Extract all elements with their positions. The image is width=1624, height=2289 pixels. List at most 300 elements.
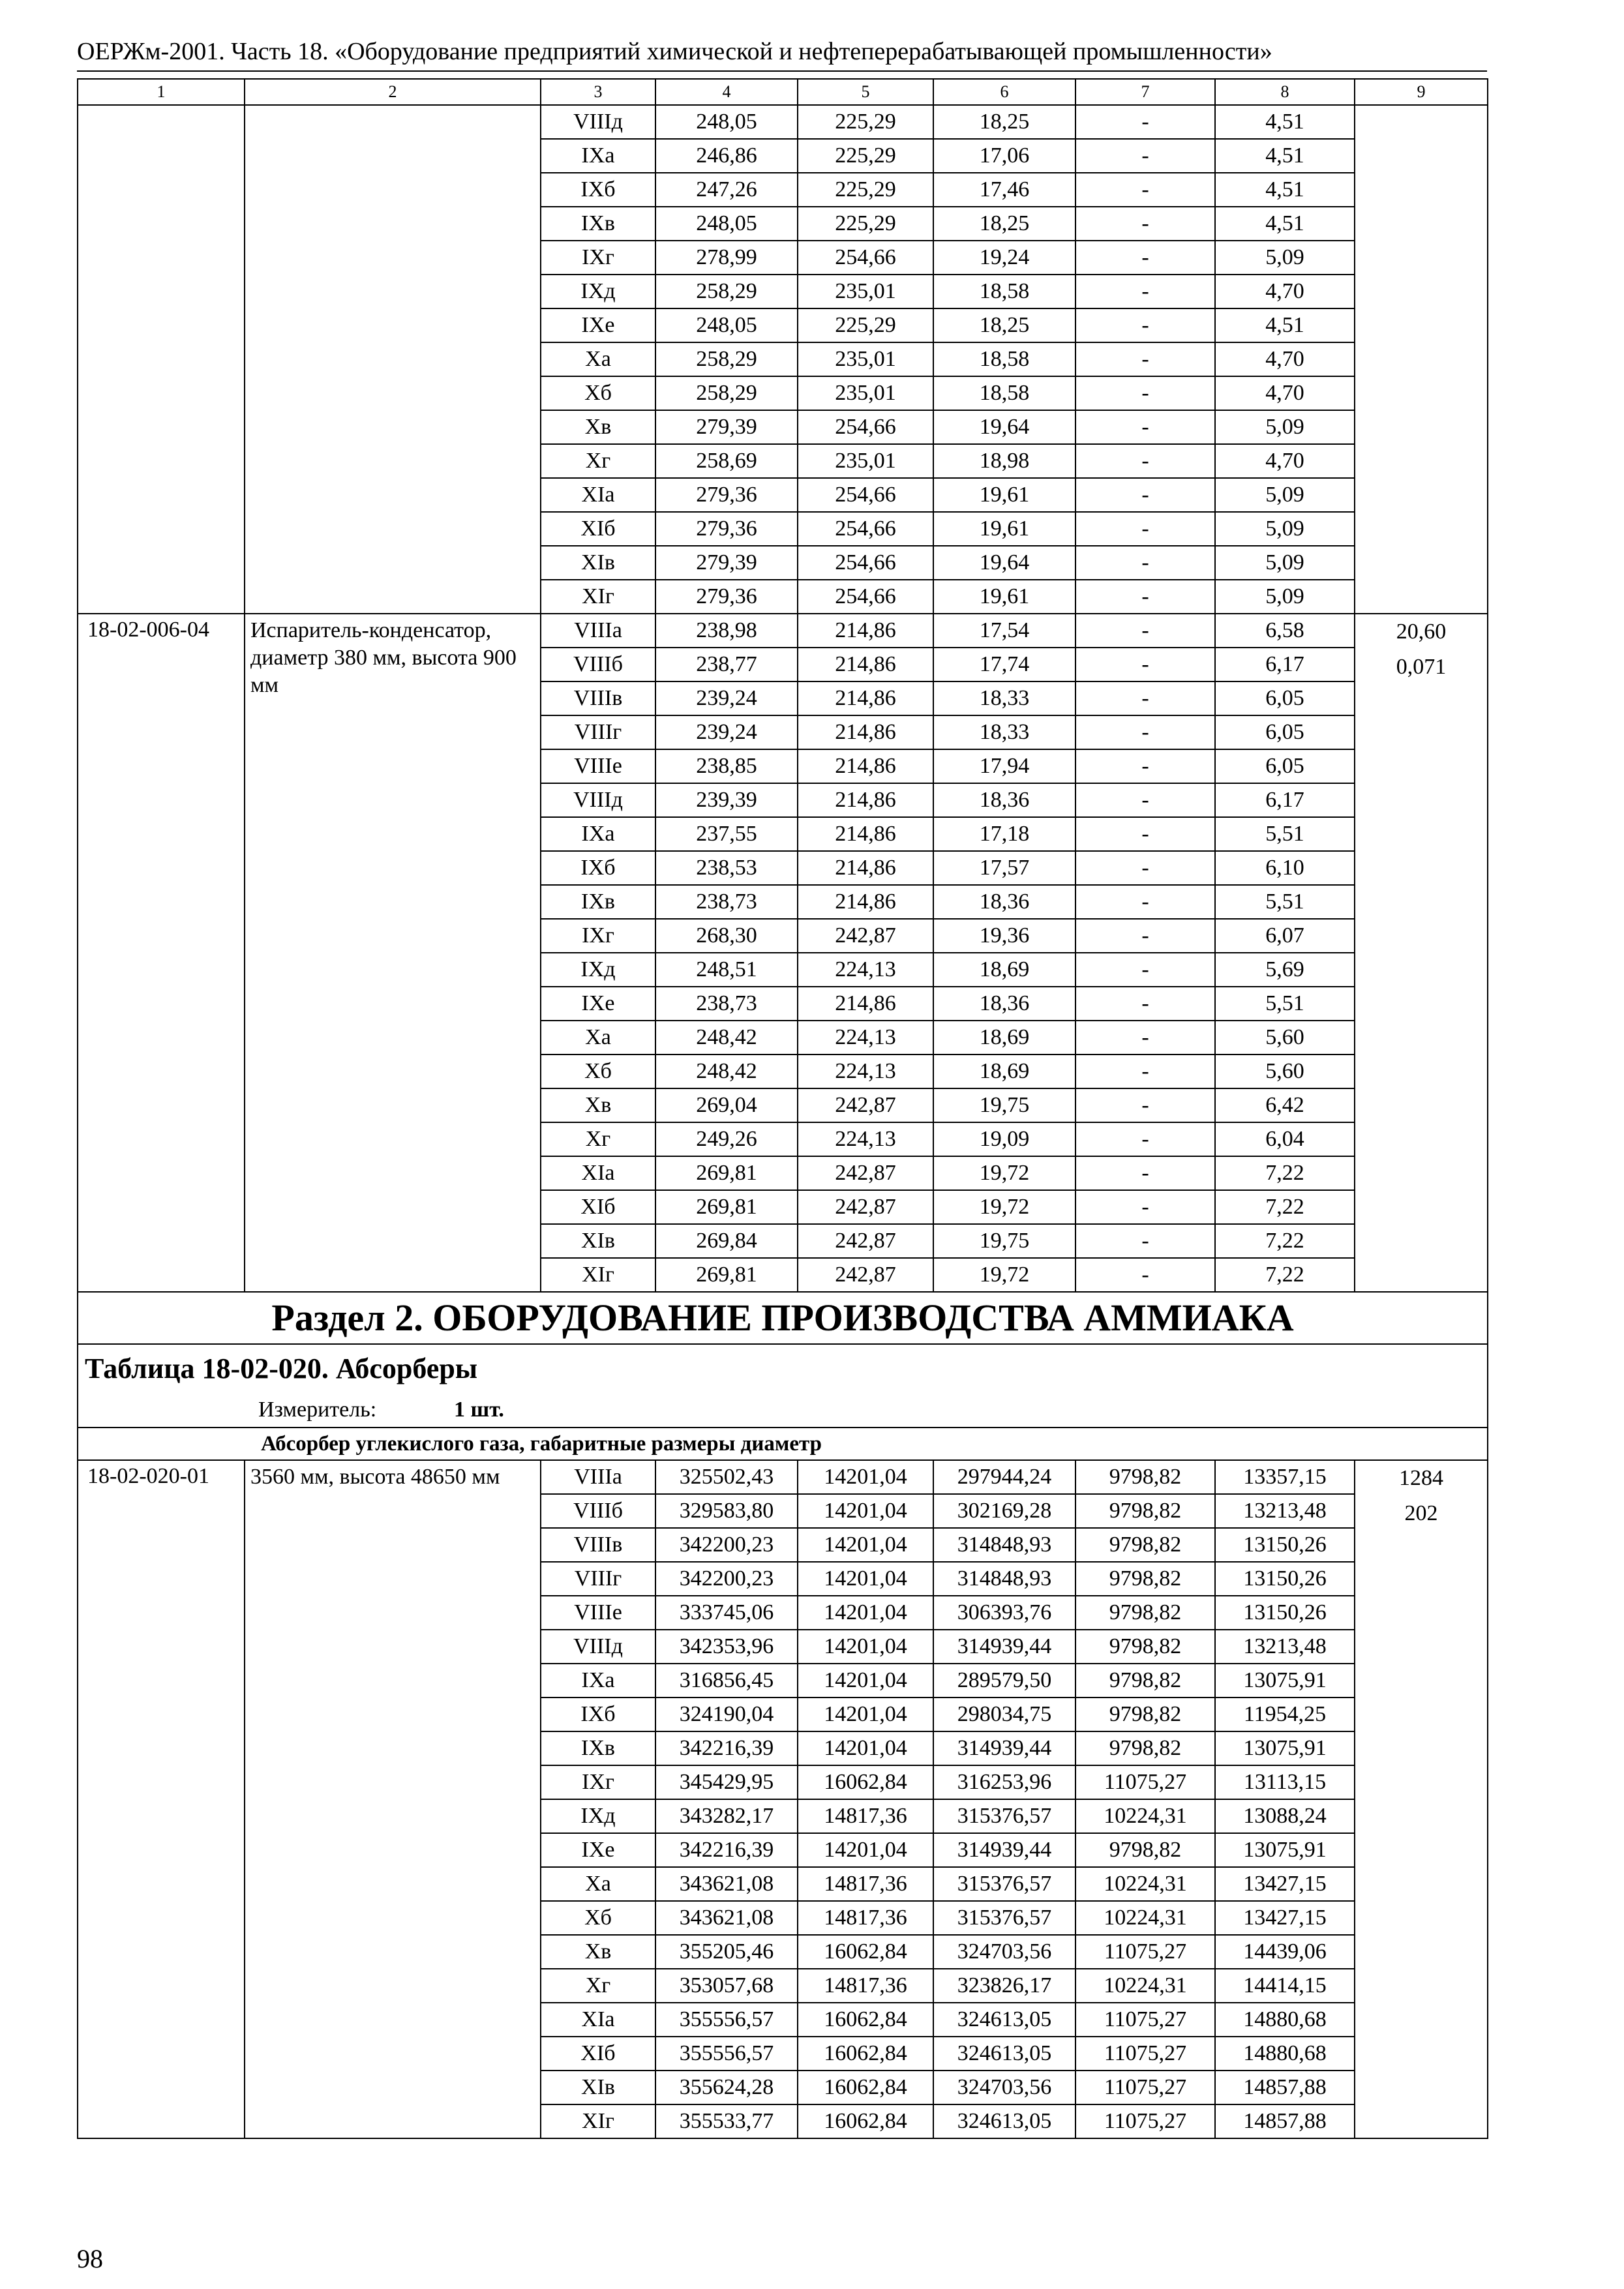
- cell-col3: XIв: [541, 546, 655, 580]
- cell-col7: -: [1075, 275, 1215, 308]
- cell-col4: 342353,96: [655, 1630, 798, 1664]
- cell-col5: 14201,04: [798, 1596, 933, 1630]
- cell-col8: 7,22: [1215, 1156, 1355, 1190]
- cell-col6: 18,25: [933, 105, 1075, 139]
- cell-col8: 7,22: [1215, 1224, 1355, 1258]
- cell-col6: 18,98: [933, 444, 1075, 478]
- cell-col4: 238,53: [655, 851, 798, 885]
- cell-col6: 314939,44: [933, 1731, 1075, 1765]
- cell-col4: 258,29: [655, 342, 798, 376]
- cell-col7: -: [1075, 308, 1215, 342]
- cell-col6: 18,69: [933, 1055, 1075, 1088]
- cell-col6: 314939,44: [933, 1630, 1075, 1664]
- cell-col8: 5,09: [1215, 478, 1355, 512]
- cell-col3: IXг: [541, 919, 655, 953]
- cell-col4: 248,05: [655, 207, 798, 241]
- cell-col8: 4,51: [1215, 308, 1355, 342]
- cell-col4: 269,81: [655, 1258, 798, 1292]
- cell-col8: 13075,91: [1215, 1833, 1355, 1867]
- cell-col7: -: [1075, 648, 1215, 681]
- cell-col8: 6,04: [1215, 1122, 1355, 1156]
- cell-col7: -: [1075, 1021, 1215, 1055]
- cell-col7: 11075,27: [1075, 1935, 1215, 1969]
- column-number-8: 8: [1215, 79, 1355, 105]
- cell-col6: 18,36: [933, 885, 1075, 919]
- column-number-3: 3: [541, 79, 655, 105]
- cell-col6: 18,69: [933, 953, 1075, 987]
- cell-col4: 269,04: [655, 1088, 798, 1122]
- cell-col3: Xб: [541, 1055, 655, 1088]
- cell-col5: 224,13: [798, 953, 933, 987]
- cell-col3: IXе: [541, 987, 655, 1021]
- cell-col6: 18,33: [933, 681, 1075, 715]
- cell-col7: 9798,82: [1075, 1731, 1215, 1765]
- cell-col3: Xа: [541, 1021, 655, 1055]
- cell-col6: 306393,76: [933, 1596, 1075, 1630]
- col9-cell: [1355, 614, 1488, 1292]
- cell-col8: 6,42: [1215, 1088, 1355, 1122]
- cell-col3: IXд: [541, 1799, 655, 1833]
- cell-col8: 7,22: [1215, 1258, 1355, 1292]
- cell-col7: 10224,31: [1075, 1799, 1215, 1833]
- cell-col4: 239,24: [655, 715, 798, 749]
- cell-col6: 314939,44: [933, 1833, 1075, 1867]
- cell-col3: Xв: [541, 1088, 655, 1122]
- cell-col4: 343282,17: [655, 1799, 798, 1833]
- cell-col6: 18,58: [933, 342, 1075, 376]
- cell-col7: 11075,27: [1075, 2003, 1215, 2037]
- cell-col8: 13427,15: [1215, 1867, 1355, 1901]
- cell-col4: 239,39: [655, 783, 798, 817]
- cell-col6: 18,25: [933, 308, 1075, 342]
- cell-col7: 11075,27: [1075, 2104, 1215, 2138]
- cell-col8: 5,60: [1215, 1021, 1355, 1055]
- cell-col5: 14817,36: [798, 1867, 933, 1901]
- cell-col7: -: [1075, 919, 1215, 953]
- rates-table: [77, 78, 1488, 2139]
- cell-col5: 16062,84: [798, 1765, 933, 1799]
- cell-col5: 214,86: [798, 885, 933, 919]
- measure-row: [78, 1392, 1488, 1428]
- cell-col5: 14817,36: [798, 1799, 933, 1833]
- cell-col5: 225,29: [798, 139, 933, 173]
- cell-col3: XIв: [541, 1224, 655, 1258]
- cell-col3: Xв: [541, 1935, 655, 1969]
- cell-col5: 225,29: [798, 308, 933, 342]
- cell-col8: 5,09: [1215, 410, 1355, 444]
- cell-col4: 258,29: [655, 376, 798, 410]
- cell-col8: 14857,88: [1215, 2071, 1355, 2104]
- cell-col4: 258,69: [655, 444, 798, 478]
- cell-col5: 224,13: [798, 1021, 933, 1055]
- cell-col7: -: [1075, 139, 1215, 173]
- cell-col3: XIа: [541, 1156, 655, 1190]
- cell-col6: 17,74: [933, 648, 1075, 681]
- cell-col4: 343621,08: [655, 1867, 798, 1901]
- cell-col4: 279,36: [655, 512, 798, 546]
- code-cell: 18-02-020-01: [78, 1460, 245, 2138]
- subheading-row: [78, 1428, 1488, 1460]
- cell-col4: 355533,77: [655, 2104, 798, 2138]
- cell-col6: 323826,17: [933, 1969, 1075, 2003]
- cell-col5: 242,87: [798, 1224, 933, 1258]
- cell-col8: 13213,48: [1215, 1630, 1355, 1664]
- cell-col8: 5,69: [1215, 953, 1355, 987]
- cell-col6: 17,57: [933, 851, 1075, 885]
- code-cell: 18-02-006-04: [78, 614, 245, 1292]
- cell-col3: IXв: [541, 885, 655, 919]
- cell-col5: 224,13: [798, 1055, 933, 1088]
- cell-col6: 324703,56: [933, 1935, 1075, 1969]
- cell-col4: 343621,08: [655, 1901, 798, 1935]
- cell-col7: 9798,82: [1075, 1664, 1215, 1698]
- cell-col6: 17,94: [933, 749, 1075, 783]
- cell-col6: 316253,96: [933, 1765, 1075, 1799]
- cell-col8: 6,05: [1215, 715, 1355, 749]
- cell-col5: 16062,84: [798, 2104, 933, 2138]
- cell-col4: 237,55: [655, 817, 798, 851]
- table-row: [78, 1460, 1488, 1494]
- cell-col5: 254,66: [798, 512, 933, 546]
- cell-col5: 254,66: [798, 410, 933, 444]
- cell-col7: 10224,31: [1075, 1969, 1215, 2003]
- cell-col7: -: [1075, 410, 1215, 444]
- cell-col8: 13357,15: [1215, 1460, 1355, 1494]
- cell-col5: 235,01: [798, 275, 933, 308]
- cell-col6: 315376,57: [933, 1867, 1075, 1901]
- column-number-1: 1: [78, 79, 245, 105]
- cell-col4: 329583,80: [655, 1494, 798, 1528]
- cell-col7: -: [1075, 681, 1215, 715]
- cell-col3: VIIIе: [541, 749, 655, 783]
- cell-col5: 14201,04: [798, 1494, 933, 1528]
- cell-col3: XIа: [541, 478, 655, 512]
- cell-col3: IXг: [541, 241, 655, 275]
- cell-col4: 279,36: [655, 478, 798, 512]
- table-title: Таблица 18-02-020. Абсорберы: [78, 1344, 1488, 1392]
- cell-col6: 19,72: [933, 1190, 1075, 1224]
- cell-col4: 325502,43: [655, 1460, 798, 1494]
- description-cell: [245, 105, 541, 614]
- cell-col3: Xа: [541, 342, 655, 376]
- cell-col4: 247,26: [655, 173, 798, 207]
- cell-col3: IXа: [541, 139, 655, 173]
- cell-col3: Xг: [541, 1969, 655, 2003]
- cell-col5: 14201,04: [798, 1562, 933, 1596]
- cell-col5: 242,87: [798, 1190, 933, 1224]
- cell-col6: 17,18: [933, 817, 1075, 851]
- cell-col3: IXб: [541, 173, 655, 207]
- cell-col5: 16062,84: [798, 1935, 933, 1969]
- cell-col4: 239,24: [655, 681, 798, 715]
- cell-col5: 14201,04: [798, 1528, 933, 1562]
- cell-col7: -: [1075, 885, 1215, 919]
- section-title: Раздел 2. ОБОРУДОВАНИЕ ПРОИЗВОДСТВА АММИАКА: [78, 1292, 1488, 1344]
- cell-col8: 5,09: [1215, 580, 1355, 614]
- cell-col3: IXд: [541, 953, 655, 987]
- cell-col4: 342200,23: [655, 1528, 798, 1562]
- cell-col4: 269,84: [655, 1224, 798, 1258]
- cell-col7: 9798,82: [1075, 1630, 1215, 1664]
- cell-col5: 214,86: [798, 851, 933, 885]
- cell-col4: 324190,04: [655, 1698, 798, 1731]
- cell-col5: 214,86: [798, 817, 933, 851]
- cell-col4: 269,81: [655, 1156, 798, 1190]
- cell-col5: 225,29: [798, 105, 933, 139]
- cell-col6: 19,75: [933, 1224, 1075, 1258]
- cell-col3: XIб: [541, 1190, 655, 1224]
- cell-col7: 9798,82: [1075, 1698, 1215, 1731]
- cell-col6: 324613,05: [933, 2003, 1075, 2037]
- cell-col8: 6,10: [1215, 851, 1355, 885]
- cell-col5: 14817,36: [798, 1969, 933, 2003]
- cell-col8: 14414,15: [1215, 1969, 1355, 2003]
- cell-col4: 248,51: [655, 953, 798, 987]
- cell-col7: 11075,27: [1075, 2037, 1215, 2071]
- cell-col3: Xг: [541, 1122, 655, 1156]
- cell-col5: 214,86: [798, 783, 933, 817]
- cell-col7: -: [1075, 444, 1215, 478]
- cell-col3: IXе: [541, 1833, 655, 1867]
- cell-col3: IXа: [541, 1664, 655, 1698]
- cell-col8: 5,51: [1215, 987, 1355, 1021]
- cell-col5: 14201,04: [798, 1664, 933, 1698]
- cell-col3: IXб: [541, 851, 655, 885]
- cell-col5: 16062,84: [798, 2071, 933, 2104]
- cell-col5: 254,66: [798, 478, 933, 512]
- cell-col5: 235,01: [798, 376, 933, 410]
- cell-col7: -: [1075, 817, 1215, 851]
- cell-col8: 14880,68: [1215, 2003, 1355, 2037]
- cell-col8: 4,51: [1215, 173, 1355, 207]
- cell-col6: 17,54: [933, 614, 1075, 648]
- cell-col8: 4,51: [1215, 139, 1355, 173]
- cell-col8: 6,05: [1215, 749, 1355, 783]
- cell-col7: -: [1075, 342, 1215, 376]
- cell-col7: 10224,31: [1075, 1867, 1215, 1901]
- cell-col3: Xб: [541, 376, 655, 410]
- cell-col8: 5,51: [1215, 885, 1355, 919]
- cell-col3: IXа: [541, 817, 655, 851]
- cell-col8: 5,09: [1215, 241, 1355, 275]
- cell-col4: 279,39: [655, 410, 798, 444]
- cell-col7: -: [1075, 749, 1215, 783]
- cell-col4: 258,29: [655, 275, 798, 308]
- col9-value: 0,071: [1396, 655, 1447, 679]
- cell-col8: 13075,91: [1215, 1731, 1355, 1765]
- cell-col6: 314848,93: [933, 1528, 1075, 1562]
- cell-col6: 19,36: [933, 919, 1075, 953]
- cell-col7: -: [1075, 851, 1215, 885]
- cell-col3: VIIIб: [541, 1494, 655, 1528]
- cell-col5: 214,86: [798, 715, 933, 749]
- column-number-7: 7: [1075, 79, 1215, 105]
- column-number-2: 2: [245, 79, 541, 105]
- cell-col4: 353057,68: [655, 1969, 798, 2003]
- cell-col7: -: [1075, 207, 1215, 241]
- cell-col6: 297944,24: [933, 1460, 1075, 1494]
- cell-col3: XIг: [541, 580, 655, 614]
- cell-col6: 289579,50: [933, 1664, 1075, 1698]
- cell-col3: VIIIг: [541, 715, 655, 749]
- cell-col6: 18,25: [933, 207, 1075, 241]
- cell-col3: XIг: [541, 1258, 655, 1292]
- cell-col8: 5,60: [1215, 1055, 1355, 1088]
- cell-col8: 4,51: [1215, 207, 1355, 241]
- cell-col3: Xа: [541, 1867, 655, 1901]
- cell-col6: 315376,57: [933, 1799, 1075, 1833]
- cell-col4: 248,05: [655, 308, 798, 342]
- cell-col8: 5,51: [1215, 817, 1355, 851]
- column-number-5: 5: [798, 79, 933, 105]
- cell-col5: 242,87: [798, 1258, 933, 1292]
- cell-col5: 242,87: [798, 1088, 933, 1122]
- cell-col5: 254,66: [798, 546, 933, 580]
- cell-col3: VIIIд: [541, 783, 655, 817]
- cell-col4: 345429,95: [655, 1765, 798, 1799]
- cell-col7: -: [1075, 478, 1215, 512]
- cell-col6: 19,61: [933, 580, 1075, 614]
- cell-col8: 13427,15: [1215, 1901, 1355, 1935]
- cell-col4: 355556,57: [655, 2003, 798, 2037]
- cell-col5: 16062,84: [798, 2003, 933, 2037]
- cell-col4: 238,77: [655, 648, 798, 681]
- cell-col4: 316856,45: [655, 1664, 798, 1698]
- cell-col3: VIIIб: [541, 648, 655, 681]
- cell-col3: XIа: [541, 2003, 655, 2037]
- cell-col3: IXв: [541, 207, 655, 241]
- cell-col5: 214,86: [798, 987, 933, 1021]
- cell-col3: VIIIа: [541, 1460, 655, 1494]
- cell-col4: 238,73: [655, 885, 798, 919]
- cell-col5: 214,86: [798, 648, 933, 681]
- cell-col8: 5,09: [1215, 546, 1355, 580]
- cell-col7: -: [1075, 987, 1215, 1021]
- cell-col8: 6,17: [1215, 783, 1355, 817]
- cell-col3: VIIIд: [541, 1630, 655, 1664]
- cell-col8: 6,05: [1215, 681, 1355, 715]
- cell-col4: 355205,46: [655, 1935, 798, 1969]
- cell-col7: 9798,82: [1075, 1494, 1215, 1528]
- cell-col5: 242,87: [798, 1156, 933, 1190]
- cell-col6: 324613,05: [933, 2104, 1075, 2138]
- cell-col5: 254,66: [798, 241, 933, 275]
- cell-col7: 10224,31: [1075, 1901, 1215, 1935]
- column-number-4: 4: [655, 79, 798, 105]
- cell-col4: 269,81: [655, 1190, 798, 1224]
- cell-col5: 14817,36: [798, 1901, 933, 1935]
- cell-col4: 268,30: [655, 919, 798, 953]
- cell-col3: IXе: [541, 308, 655, 342]
- col9-cell: [1355, 105, 1488, 614]
- cell-col7: -: [1075, 783, 1215, 817]
- section-row: [78, 1292, 1488, 1344]
- cell-col8: 6,17: [1215, 648, 1355, 681]
- cell-col6: 19,09: [933, 1122, 1075, 1156]
- cell-col8: 13150,26: [1215, 1528, 1355, 1562]
- cell-col3: XIб: [541, 512, 655, 546]
- cell-col7: -: [1075, 1190, 1215, 1224]
- cell-col8: 13150,26: [1215, 1562, 1355, 1596]
- cell-col7: -: [1075, 715, 1215, 749]
- code-cell: [78, 105, 245, 614]
- cell-col4: 342216,39: [655, 1731, 798, 1765]
- cell-col3: XIг: [541, 2104, 655, 2138]
- cell-col4: 279,36: [655, 580, 798, 614]
- cell-col8: 4,70: [1215, 342, 1355, 376]
- cell-col3: Xб: [541, 1901, 655, 1935]
- cell-col8: 6,07: [1215, 919, 1355, 953]
- cell-col5: 214,86: [798, 749, 933, 783]
- cell-col7: -: [1075, 376, 1215, 410]
- cell-col3: VIIIа: [541, 614, 655, 648]
- cell-col7: -: [1075, 1258, 1215, 1292]
- cell-col3: VIIIд: [541, 105, 655, 139]
- cell-col5: 14201,04: [798, 1833, 933, 1867]
- cell-col6: 17,06: [933, 139, 1075, 173]
- cell-col6: 19,61: [933, 478, 1075, 512]
- cell-col4: 355624,28: [655, 2071, 798, 2104]
- cell-col7: -: [1075, 173, 1215, 207]
- cell-col8: 7,22: [1215, 1190, 1355, 1224]
- cell-col7: 9798,82: [1075, 1562, 1215, 1596]
- cell-col6: 324613,05: [933, 2037, 1075, 2071]
- cell-col7: 9798,82: [1075, 1460, 1215, 1494]
- cell-col8: 4,70: [1215, 376, 1355, 410]
- header-rule: [77, 70, 1487, 72]
- measure-label: Измеритель:: [258, 1397, 377, 1422]
- cell-col7: -: [1075, 953, 1215, 987]
- column-number-6: 6: [933, 79, 1075, 105]
- cell-col3: XIв: [541, 2071, 655, 2104]
- cell-col7: 9798,82: [1075, 1528, 1215, 1562]
- cell-col4: 248,05: [655, 105, 798, 139]
- cell-col4: 278,99: [655, 241, 798, 275]
- description-cell: 3560 мм, высота 48650 мм: [245, 1460, 541, 2138]
- table-row: [78, 614, 1488, 648]
- cell-col5: 235,01: [798, 342, 933, 376]
- cell-col6: 19,72: [933, 1258, 1075, 1292]
- cell-col7: 9798,82: [1075, 1596, 1215, 1630]
- cell-col8: 14439,06: [1215, 1935, 1355, 1969]
- cell-col5: 14201,04: [798, 1698, 933, 1731]
- table-row: [78, 105, 1488, 139]
- cell-col8: 13113,15: [1215, 1765, 1355, 1799]
- page-number: 98: [77, 2244, 103, 2273]
- cell-col5: 225,29: [798, 173, 933, 207]
- col9-value: 20,60: [1396, 620, 1447, 644]
- cell-col6: 324703,56: [933, 2071, 1075, 2104]
- cell-col7: -: [1075, 580, 1215, 614]
- cell-col8: 4,70: [1215, 275, 1355, 308]
- cell-col8: 13088,24: [1215, 1799, 1355, 1833]
- cell-col6: 17,46: [933, 173, 1075, 207]
- cell-col3: VIIIв: [541, 1528, 655, 1562]
- measure-value: 1 шт.: [454, 1397, 504, 1422]
- cell-col6: 19,61: [933, 512, 1075, 546]
- cell-col7: -: [1075, 546, 1215, 580]
- table-title-row: [78, 1344, 1488, 1392]
- cell-col7: -: [1075, 614, 1215, 648]
- cell-col3: Xг: [541, 444, 655, 478]
- cell-col7: 11075,27: [1075, 1765, 1215, 1799]
- cell-col3: IXв: [541, 1731, 655, 1765]
- cell-col6: 18,58: [933, 376, 1075, 410]
- cell-col6: 19,24: [933, 241, 1075, 275]
- cell-col7: 9798,82: [1075, 1833, 1215, 1867]
- cell-col7: -: [1075, 1224, 1215, 1258]
- cell-col6: 19,64: [933, 410, 1075, 444]
